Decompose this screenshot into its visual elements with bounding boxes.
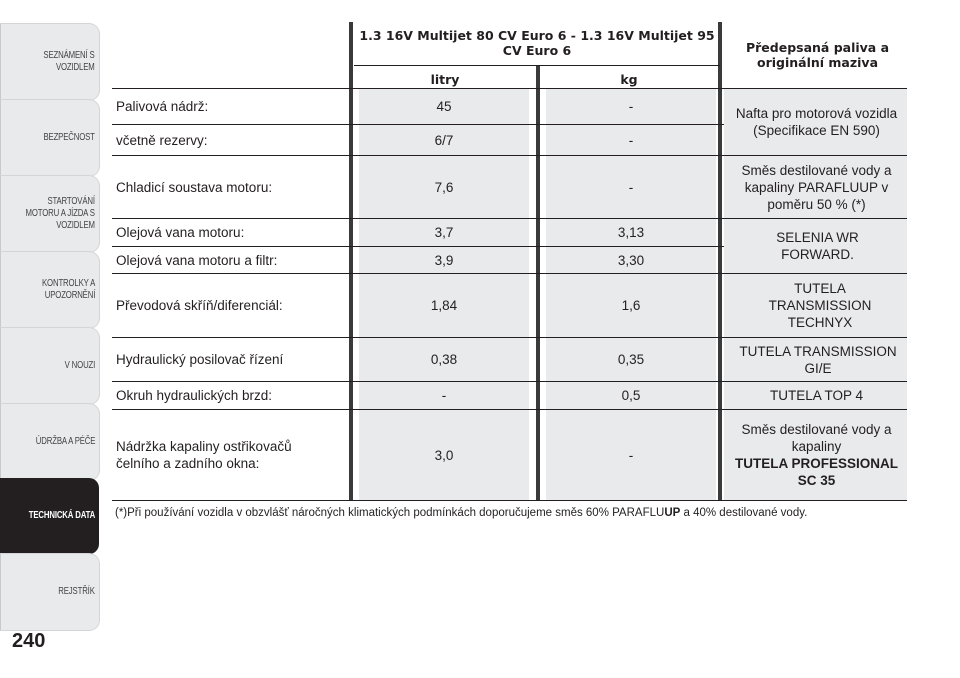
row-label: včetně rezervy: — [116, 132, 208, 148]
tab-kontrolky-a-upozorneni[interactable]: KONTROLKY A UPOZORNĚNÍ — [0, 252, 99, 328]
tab-seznameni-s-vozidlem[interactable]: SEZNÁMENÍ S VOZIDLEM — [0, 24, 99, 100]
fluid-brakes: TUTELA TOP 4 — [769, 388, 864, 403]
page-number: 240 — [12, 630, 46, 652]
footnote — [115, 507, 807, 519]
row-label: Převodová skříň/diferenciál: — [116, 298, 283, 313]
fluid-steering: TUTELA TRANSMISSION GI/E — [739, 343, 897, 376]
kg-value: - — [628, 99, 634, 114]
litres-value: 45 — [436, 99, 452, 114]
kg-value: 3,30 — [617, 252, 645, 268]
kg-value: - — [628, 179, 634, 195]
kg-value: 0,35 — [617, 352, 645, 367]
kg-value: 0,5 — [621, 388, 641, 403]
litres-value: 0,38 — [430, 352, 458, 367]
litres-value: 6/7 — [434, 132, 454, 148]
engine-header: 1.3 16V Multijet 80 CV Euro 6 - 1.3 16V Multijet 95 CV Euro 6 — [359, 28, 715, 58]
footnote-text-end: a 40% destilované vody. — [680, 507, 808, 519]
tab-startovani-motoru[interactable]: STARTOVÁNÍ MOTORU A JÍZDA S VOZIDLEM — [0, 176, 99, 252]
kg-value: 3,13 — [617, 225, 645, 240]
fluid-washer-product: TUTELA PROFESSIONAL SC 35 — [734, 456, 898, 488]
litres-value: 1,84 — [430, 298, 458, 313]
fluid-washer-text: Směs destilované vody a kapaliny — [741, 422, 892, 454]
tab-technicka-data[interactable]: TECHNICKÁ DATA — [0, 478, 99, 554]
litres-value: 7,6 — [434, 179, 454, 195]
column-divider — [536, 66, 540, 500]
litres-header: litry — [430, 72, 460, 87]
fluids-header: Předepsaná paliva a originální maziva — [745, 40, 890, 70]
kg-value: - — [628, 132, 634, 148]
fluid-engine-oil: SELENIA WR FORWARD. — [776, 230, 859, 262]
header-rule — [354, 65, 720, 66]
row-label: Palivová nádrž: — [116, 99, 209, 114]
row-label: Hydraulický posilovač řízení — [116, 352, 284, 367]
row-label: Olejová vana motoru a filtr: — [116, 252, 278, 268]
footnote-bold: UP — [664, 507, 681, 519]
kg-header: kg — [620, 72, 638, 87]
fluid-coolant: Směs destilované vody a kapaliny PARAFLUUP v poměru 50 % (*) — [741, 162, 892, 212]
litres-value: 3,7 — [434, 225, 454, 240]
fluid-fuel: Nafta pro motorová vozidla (Specifikace EN 590) — [735, 106, 898, 138]
litres-value: - — [441, 388, 447, 403]
footnote-text: (*)Při používání vozidla v obzvlášť náročných klimatických podmínkách doporučujeme směs 60% PARAFLU — [115, 507, 665, 519]
row-label: Chladicí soustava motoru: — [116, 179, 273, 195]
litres-value: 3,0 — [434, 447, 454, 463]
chapter-sidebar — [0, 0, 100, 678]
row-label: Olejová vana motoru: — [116, 225, 245, 240]
column-divider — [349, 22, 353, 500]
kg-value: 1,6 — [621, 298, 641, 313]
row-label: Nádržka kapaliny ostřikovačů čelního a zadního okna: — [116, 439, 292, 471]
tab-rejstrik[interactable]: REJSTŘÍK — [0, 554, 99, 630]
tab-v-nouzi[interactable]: V NOUZI — [0, 328, 99, 404]
litres-value: 3,9 — [434, 252, 454, 268]
column-divider — [718, 22, 722, 500]
fluid-washer — [728, 410, 905, 500]
tab-udrzba-a-pece[interactable]: ÚDRŽBA A PÉČE — [0, 404, 99, 480]
row-rule — [112, 500, 907, 501]
kg-value: - — [628, 447, 634, 463]
row-label: Okruh hydraulických brzd: — [116, 388, 273, 403]
fluid-transmission: TUTELA TRANSMISSION TECHNYX — [768, 281, 872, 330]
tab-bezpecnost[interactable]: BEZPEČNOST — [0, 100, 99, 176]
